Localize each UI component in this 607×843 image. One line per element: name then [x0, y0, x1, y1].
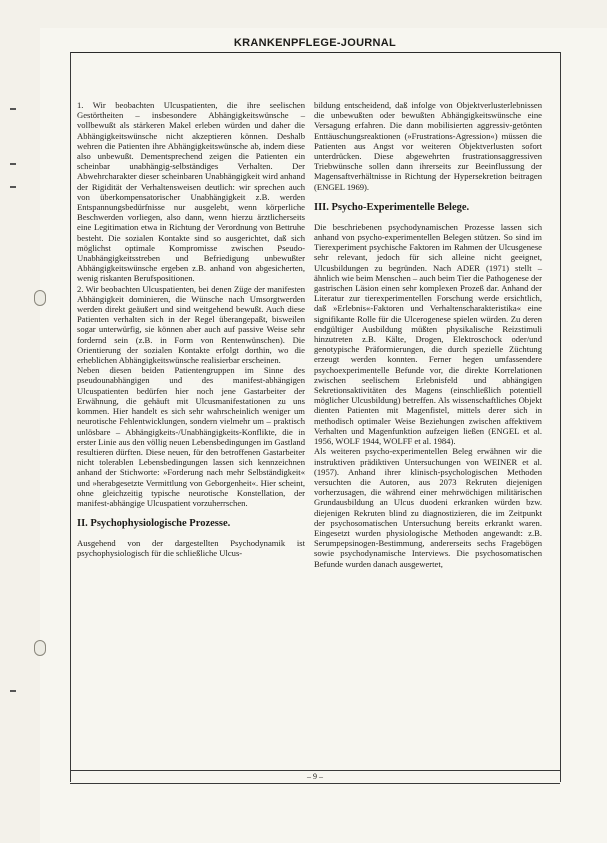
binder-hole	[34, 640, 46, 656]
margin-tick	[10, 690, 16, 692]
paragraph: 2. Wir beobachten Ulcuspatienten, bei denen Züge der manifesten Abhängigkeit dominieren, die Wünsche nach Umsorgtwerden werden direkt geäußert und sind weitgehend bewußt. Auch diese Patienten verhalten sich in der Regel überangepaßt, bisweilen sogar unterwürfig, sie können aber auch auf passive Weise sehr fordernd sein (z.B. in Form von Rentenwünschen). Die Orientierung der sozialen Kontakte erfolgt dorthin, wo die erheblichen Abhängigkeitswünsche realisierbar erscheinen.	[77, 283, 305, 366]
journal-title: KRANKENPFLEGE-JOURNAL	[70, 36, 560, 50]
margin-tick	[10, 163, 16, 165]
paragraph: Die beschriebenen psychodynamischen Prozesse lassen sich anhand von psycho-experimentellen Belegen stützen. So sind im Tierexperiment psychische Faktoren im Rahmen der Ulcusgenese sehr relevant, jedoch für sich alleine nicht geeignet, Ulcusbildungen zu begründen. Nach ADER (1971) stellt – ähnlich wie beim Menschen – auch beim Tier die Pathogenese der gastrischen Läsion einen sehr komplexen Prozeß dar. Anhand der Literatur zur tierexperimentellen Forschung werde ersichtlich, daß »Erlebnis«-Faktoren und Verhaltenscharakteristika« eine signifikante Rolle für die Ulcerogenese spielen würden. Zu deren endgültiger Ausbildung müßten physikalische Reizstimuli hinzutreten z.B. Kälte, Drogen, Elektroschock oder/und genotypische Präformierungen, die durch spezielle Züchtung erzeugt werden konnten. Ferner hegen umfassendere psychoexperimentelle Befunde vor, die direkte Korrelationen zwischen seelischem Erlebnisfeld und abhängigen Sekretionsaktivitäten des Magens (einschließlich potentiell möglicher Ulcusbildung) betreffen. Als wissenschaftliches Objekt dienten Patienten mit Magenfistel, mittels derer sich in methodisch optimaler Weise Beziehungen zwischen affektivem Verhalten und Magenfunktion aufzeigen ließen (ENGEL et al. 1956, WOLF 1944, WOLFF et al. 1984).	[314, 221, 542, 447]
right-column	[314, 100, 542, 569]
header-rule-bottom	[70, 52, 560, 53]
paragraph: Ausgehend von der dargestellten Psychodynamik ist psychophysiologisch für die schließliche Ulcus-	[77, 538, 305, 559]
right-frame-rule	[560, 52, 561, 782]
paragraph: 1. Wir beobachten Ulcuspatienten, die ihre seelischen Gestörtheiten – insbesondere Abhängigkeitswünsche – vollbewußt als stärkeren Makel erleben würden und daher die Abhängigkeitswünsche nicht akzeptieren können. Deshalb wehren die Patienten ihre Abhängigkeitswünsche ab, indem diese also unbewußt. Dementsprechend zeigen die Patienten ein scheinbar unabhängig-selbständiges Verhalten. Der Abwehrcharakter dieser scheinbaren Unabhängigkeit wird anhand der Rigidität der Verhaltensweisen deutlich: wir sprechen auch von überkompensatorischer Unabhängigkeit z.B. werden Entspannungsbedürfnisse nur ausgelebt, wenn körperliche Beschwerden vorliegen, also dann, wenn hierzu ärztlicherseits eine Legitimation etwa in Richtung der Verordnung von Bettruhe besteht. Die sozialen Kontakte sind so ausgerichtet, daß sich möglichst optimale Kompromisse zwischen Pseudo-Unabhängigkeitsstreben und Befriedigung unbewußter Abhängigkeitswünsche ergeben z.B. anhand von abgesicherten, wenig riskanten Berufspositionen.	[77, 100, 305, 284]
section-heading: III. Psycho-Experimentelle Belege.	[314, 201, 470, 213]
paragraph: bildung entscheidend, daß infolge von Objektverlusterlebnissen die unbewußten oder bewußten Abhängigkeitswünsche eine Versagung erfahren. Die dann mobilisierten aggressiv-getönten Enttäuschungsreaktionen (»Frustrations-Agression«) müssen die Patienten aus Angst vor weiteren Objektverlusten sofort unterdrücken. Diese abgewehrten frustrationsaggressiven Triebwünsche sollen dann ihrerseits zur Beeinflussung der Magensaftverhältnisse in Richtung der Hypersekretion beitragen (ENGEL 1969).	[314, 100, 542, 192]
paragraph: Als weiteren psycho-experimentellen Beleg erwähnen wir die instruktiven prädiktiven Untersuchungen von WEINER et al. (1957). Anhand ihrer klinisch-psychologischen Methoden versuchten die Autoren, aus 2073 Rekruten diejenigen vorherzusagen, die während einer mehrwöchigen militärischen Grundausbildung an Ulcus duodeni erkranken würden bzw. diejenigen Rekruten blind zu diagnostizieren, die im Zeitpunkt der psychosomatischen Untersuchung bereits erkrankt waren. Eingesetzt wurden physiologische Methoden angewandt: z.B. Serumpepsinogen-Bestimmung, andererseits sechs Fragebögen sowie psychodynamische Interviews. Die psychosomatischen Befunde wurden danach ausgewertet,	[314, 446, 542, 569]
section-heading: II. Psychophysiologische Prozesse.	[77, 518, 231, 530]
left-frame-rule	[70, 52, 71, 782]
margin-tick	[10, 108, 16, 110]
left-column	[77, 100, 305, 559]
binder-hole	[34, 290, 46, 306]
paragraph: Neben diesen beiden Patientengruppen im Sinne des pseudounabhängigen und des manifest-abhängigen Ulcuspatienten bedürfen hier noch jene Gastarbeiter der Erwähnung, die gehäuft mit Ulcusmanifestationen zu uns kommen. Hier handelt es sich sehr wahrscheinlich weniger um neurotische Fehlentwicklungen, sondern vielmehr um – praktisch unlösbare – Abhängigkeits-/Unabhängigkeits-Konflikte, die in erster Linie aus den völlig neuen Lebensbedingungen im Gastland resultieren dürften. Diese neuen, für den betroffenen Gastarbeiter nicht tolerablen Lebensbedingungen lassen sich kennzeichnen anhand der Stichworte: »Forderung nach mehr Selbständigkeit« und »herabgesetzte Vermittlung von Geborgenheit«. Hier scheint, ohne gleichzeitig typische neurotische Konstellation, der manifest-abhängige Ulcuspatient vorzuherrschen.	[77, 365, 305, 508]
page-number: – 9 –	[70, 770, 560, 784]
margin-tick	[10, 186, 16, 188]
margin-scan-marks	[4, 100, 24, 700]
